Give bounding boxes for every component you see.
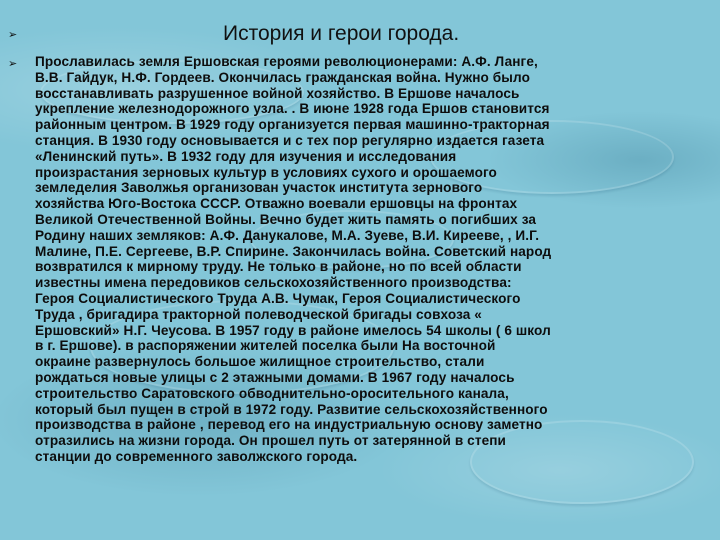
body-line: отразились на жизни города. Он прошел путь от затерянной в степи: [35, 433, 507, 449]
arrow-bullet-icon: ➢: [8, 28, 18, 41]
body-line: Прославилась земля Ершовская героями революционерами: А.Ф. Ланге,: [35, 54, 538, 69]
body-line: который был пущен в строй в 1972 году. Развитие сельскохозяйственного: [35, 401, 548, 417]
body-line: строительство Саратовского обводнительно-оросительного канала,: [35, 385, 509, 401]
arrow-bullet-icon: ➢: [8, 57, 18, 70]
body-line: Родину наших земляков: А.Ф. Данукалове, М.А. Зуеве, В.И. Кирееве, , И.Г.: [35, 227, 540, 243]
body-line: окраине развернулось большое жилищное строительство, стали: [35, 354, 485, 370]
body-line: станции до современного заволжского города.: [35, 448, 358, 464]
body-line: известны имена передовиков сельскохозяйственного производства:: [35, 275, 512, 291]
body-line: Героя Социалистического Труда А.В. Чумак, Героя Социалистического: [35, 290, 521, 306]
body-line: возвратился к мирному труду. Не только в районе, но по всей области: [35, 259, 522, 275]
body-line: восстанавливать разрушенное войной хозяйство. В Ершове началось: [35, 85, 520, 101]
body-line: районным центром. В 1929 году организуется первая машинно-тракторная: [35, 117, 550, 133]
body-line: укрепление железнодорожного узла. . В июне 1928 года Ершов становится: [35, 101, 550, 117]
body-line: в г. Ершове). в распоряжении жителей поселка были На восточной: [35, 338, 496, 354]
body-line: Малине, П.Е. Сергееве, В.Р. Спирине. Закончилась война. Советский народ: [35, 243, 552, 259]
body-paragraph: [35, 54, 707, 465]
title-row: [8, 22, 708, 50]
body-line: рождаться новые улицы с 2 этажными домами. В 1967 году началось: [35, 369, 515, 385]
body-line: Ершовский» Н.Г. Чеусова. В 1957 году в районе имелось 54 школы ( 6 школ: [35, 322, 551, 338]
body-line: произрастания зерновых культур в условиях сухого и орошаемого: [35, 164, 497, 180]
body-line: Великой Отечественной Войны. Вечно будет жить память о погибших за: [35, 211, 537, 227]
slide-title: История и герои города.: [223, 22, 460, 45]
body-line: «Ленинский путь». В 1932 году для изучения и исследования: [35, 148, 457, 164]
body-line: земледелия Заволжья организован участок института зернового: [35, 180, 483, 196]
body-line: Труда , бригадира тракторной полеводческой бригады совхоза «: [35, 306, 482, 322]
body-line: станция. В 1930 году основывается и с тех пор регулярно издается газета: [35, 132, 545, 148]
body-line: хозяйства Юго-Востока СССР. Отважно воевали ершовцы на фронтах: [35, 196, 518, 212]
body-line: производства в районе , перевод его на индустриальную основу заметно: [35, 417, 543, 433]
body-line: В.В. Гайдук, Н.Ф. Гордеев. Окончилась гражданская война. Нужно было: [35, 69, 530, 85]
